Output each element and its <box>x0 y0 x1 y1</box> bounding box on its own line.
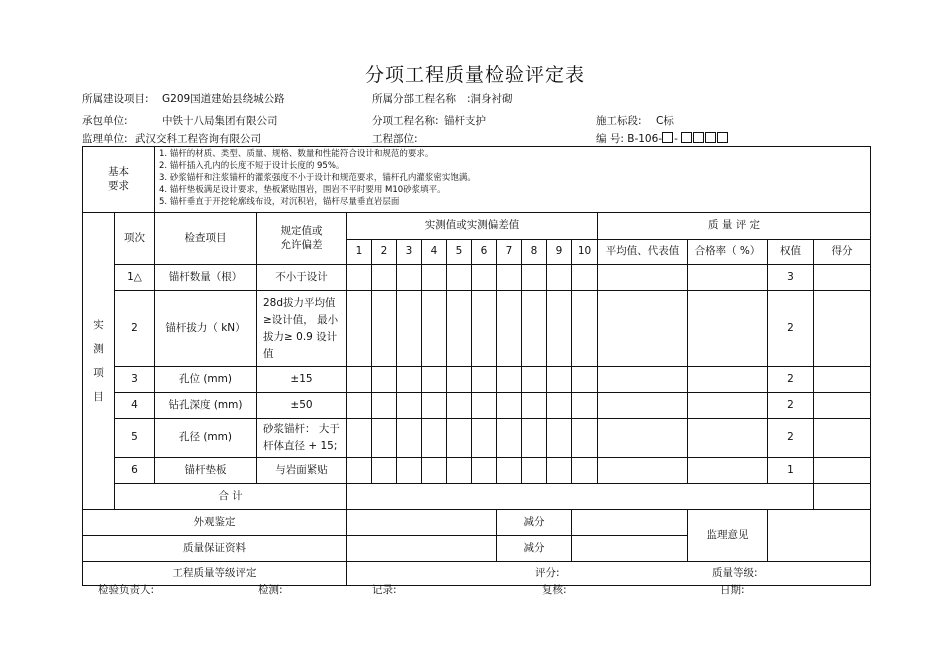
table-row <box>83 265 871 291</box>
appearance-value <box>347 510 497 536</box>
supervisor-value: 武汉交科工程咨询有限公司 <box>135 133 261 145</box>
row-no: 6 <box>115 458 155 484</box>
number-box <box>681 132 692 143</box>
number-sep: - <box>674 133 678 145</box>
number-box <box>693 132 704 143</box>
measure-num: 10 <box>572 240 598 265</box>
table-row <box>83 367 871 393</box>
deduct-value <box>572 510 688 536</box>
supervisor-opinion-label: 监理意见 <box>688 510 768 562</box>
section-label: 施工标段: <box>596 115 642 127</box>
footer-review: 复核: <box>542 584 567 596</box>
subitem-value: 锚杆支护 <box>444 115 486 127</box>
row-weight: 2 <box>768 291 814 367</box>
contractor-label: 承包单位: <box>82 115 128 127</box>
row-no: 4 <box>115 393 155 419</box>
number-label: 编 号: <box>596 133 624 145</box>
footer-test: 检测: <box>258 584 283 596</box>
row-weight: 2 <box>768 419 814 458</box>
location-label: 工程部位: <box>372 133 418 145</box>
basic-requirements-list <box>155 147 871 213</box>
col-measured-values: 实测值或实测偏差值 <box>347 213 598 240</box>
col-quality-evaluation: 质 量 评 定 <box>598 213 871 240</box>
measure-num: 2 <box>372 240 397 265</box>
measure-num: 3 <box>397 240 422 265</box>
row-no: 3 <box>115 367 155 393</box>
row-standard: 不小于设计 <box>257 265 347 291</box>
supervisor-opinion-value <box>768 510 871 562</box>
table-row <box>83 291 871 367</box>
measure-num: 1 <box>347 240 372 265</box>
col-score: 得分 <box>814 240 871 265</box>
row-no: 5 <box>115 419 155 458</box>
row-weight: 2 <box>768 367 814 393</box>
row-standard: 与岩面紧贴 <box>257 458 347 484</box>
total-blank <box>347 484 814 510</box>
number-box <box>717 132 728 143</box>
footer-record: 记录: <box>372 584 397 596</box>
total-score <box>814 484 871 510</box>
row-weight: 3 <box>768 265 814 291</box>
table-row <box>83 458 871 484</box>
requirement-item: 5. 锚杆垂直于开挖轮廓线布设，对沉积岩，锚杆尽量垂直岩层面 <box>159 197 400 207</box>
project-label: 所属建设项目: <box>82 93 149 105</box>
col-check-item: 检查项目 <box>155 213 257 265</box>
requirement-item: 4. 锚杆垫板满足设计要求，垫板紧贴围岩，围岩不平时要用 M10砂浆填平。 <box>159 185 446 195</box>
division-label: 所属分部工程名称 <box>372 93 456 105</box>
requirement-item: 1. 锚杆的材质、类型、质量、规格、数量和性能符合设计和规范的要求。 <box>159 149 434 159</box>
table-row <box>83 393 871 419</box>
appearance-label: 外观鉴定 <box>83 510 347 536</box>
grade-row <box>347 562 871 586</box>
footer-inspector: 检验负责人: <box>98 584 155 596</box>
measure-num: 7 <box>497 240 522 265</box>
row-standard: ±50 <box>257 393 347 419</box>
quality-docs-label: 质量保证资料 <box>83 536 347 562</box>
subitem-label: 分项工程名称: <box>372 115 439 127</box>
requirement-item: 2. 锚杆插入孔内的长度不短于设计长度的 95%。 <box>159 161 345 171</box>
supervisor-label: 监理单位: <box>82 133 128 145</box>
row-item: 孔位 (mm) <box>155 367 257 393</box>
row-weight: 1 <box>768 458 814 484</box>
row-item: 孔径 (mm) <box>155 419 257 458</box>
side-label-measured-items: 实 测 项 目 <box>83 213 115 510</box>
row-no: 1△ <box>115 265 155 291</box>
row-item: 锚杆拔力（ kN） <box>155 291 257 367</box>
row-item: 锚杆数量（根） <box>155 265 257 291</box>
number-field <box>596 131 729 146</box>
requirement-item: 3. 砂浆锚杆和注浆锚杆的灌浆强度不小于设计和规范要求，锚杆孔内灌浆密实饱满。 <box>159 173 476 183</box>
grade-label: 工程质量等级评定 <box>83 562 347 586</box>
evaluation-table <box>82 146 871 586</box>
number-box <box>662 132 673 143</box>
col-average: 平均值、代表值 <box>598 240 688 265</box>
row-standard: ±15 <box>257 367 347 393</box>
quality-docs-value <box>347 536 497 562</box>
deduct-value <box>572 536 688 562</box>
measure-num: 6 <box>472 240 497 265</box>
row-weight: 2 <box>768 393 814 419</box>
table-row <box>83 419 871 458</box>
page-title: 分项工程质量检验评定表 <box>364 64 585 86</box>
number-prefix: B-106- <box>627 133 663 145</box>
footer-date: 日期: <box>720 584 745 596</box>
row-item: 锚杆垫板 <box>155 458 257 484</box>
total-label: 合 计 <box>115 484 347 510</box>
project-value: G209国道建始县绕城公路 <box>162 93 285 105</box>
deduct-label: 减分 <box>497 536 572 562</box>
row-standard: 28d拔力平均值≥设计值， 最小拔力≥ 0.9 设计值 <box>257 291 347 367</box>
col-weight: 权值 <box>768 240 814 265</box>
col-pass-rate: 合格率（ %） <box>688 240 768 265</box>
deduct-label: 减分 <box>497 510 572 536</box>
row-item: 钻孔深度 (mm) <box>155 393 257 419</box>
row-no: 2 <box>115 291 155 367</box>
grade-value-label: 质量等级: <box>712 567 758 579</box>
score-label: 评分: <box>535 567 560 579</box>
division-value: :洞身衬砌 <box>467 93 513 105</box>
measure-num: 9 <box>547 240 572 265</box>
basic-requirements-label: 基本 要求 <box>83 147 155 213</box>
col-standard: 规定值或 允许偏差 <box>257 213 347 265</box>
contractor-value: 中铁十八局集团有限公司 <box>162 115 278 127</box>
col-item-no: 项次 <box>115 213 155 265</box>
section-value: C标 <box>656 115 674 127</box>
measure-num: 5 <box>447 240 472 265</box>
number-box <box>705 132 716 143</box>
measure-num: 8 <box>522 240 547 265</box>
measure-num: 4 <box>422 240 447 265</box>
row-standard: 砂浆锚杆： 大于杆体直径 + 15; <box>257 419 347 458</box>
